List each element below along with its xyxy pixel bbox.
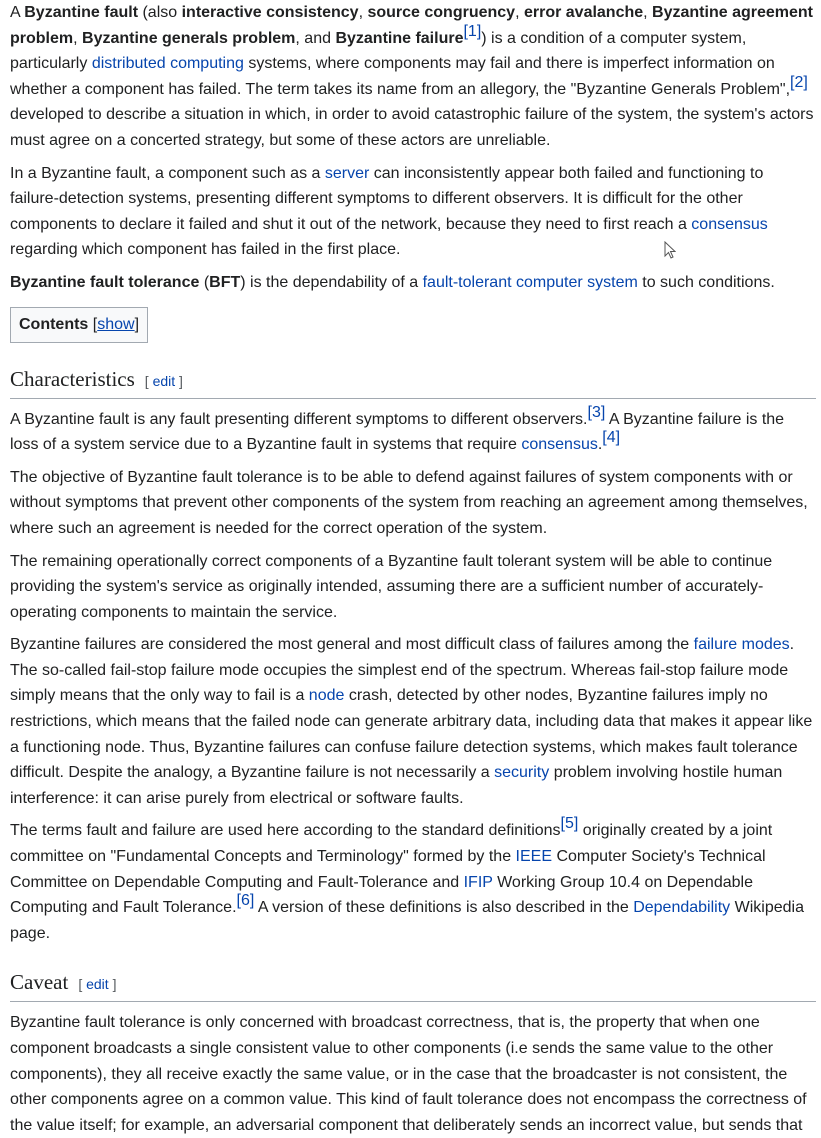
edit-section: [78, 976, 116, 992]
link-node[interactable]: node: [308, 687, 345, 705]
edit-link-caveat[interactable]: edit: [86, 976, 109, 993]
reference-5: [561, 815, 579, 832]
bold-term: Byzantine agreement problem: [10, 4, 813, 47]
text: originally created by a joint committee on "Fundamental Concepts and Terminology" formed by the: [10, 822, 773, 866]
characteristics-paragraph-5: [10, 815, 816, 946]
text: crash, detected by other nodes, Byzantine failures imply no restrictions, which means that the failed node can generate arbitrary data, including data that makes it appear like a functioning node. Thus, Byzantine failures can confuse failure detection systems, which makes fault tolerance difficult. Despite the analogy, a Byzantine failure is not necessarily a: [10, 687, 813, 782]
reference-link-4[interactable]: [4]: [602, 429, 621, 447]
text: Working Group 10.4 on Dependable Computing and Fault Tolerance.: [10, 873, 753, 917]
text: developed to describe a situation in which, in order to avoid catastrophic failure of the system, the system's actors must agree on a concerted strategy, but some of these actors are unreliable.: [10, 106, 814, 149]
characteristics-paragraph-1: [10, 403, 816, 458]
edit-link-characteristics[interactable]: edit: [152, 372, 176, 389]
bracket: ]: [179, 372, 183, 389]
bold-term: Byzantine fault tolerance: [10, 273, 200, 291]
intro-paragraph-3: [10, 270, 816, 296]
text: to such conditions.: [637, 273, 775, 291]
text: ,: [358, 4, 368, 21]
reference-3: [588, 404, 606, 421]
section-title: Caveat: [10, 970, 69, 995]
text: ) is a condition of a computer system, particularly: [10, 29, 747, 73]
text: (also: [138, 4, 182, 21]
text: , and: [295, 29, 336, 47]
characteristics-paragraph-2: The objective of Byzantine fault tolerance is to be able to defend against failures of system components with or without symptoms that prevent other components of the system from reaching an agreement among themselves, where such an agreement is needed for the correct operation of the system.: [10, 468, 808, 537]
text: In a Byzantine fault, a component such as a: [10, 164, 325, 182]
link-ieee[interactable]: IEEE: [515, 848, 553, 866]
text: problem involving hostile human interference: it can arise purely from electrical or software faults.: [10, 764, 783, 807]
intro-paragraph-2: [10, 161, 816, 263]
bracket: [: [144, 372, 149, 389]
bracket: ]: [112, 976, 117, 993]
characteristics-paragraph-3: The remaining operationally correct components of a Byzantine fault tolerant system will be able to continue providing the system's service as originally intended, assuming there are a sufficient number of accurately-operating components to maintain the service.: [10, 552, 773, 621]
link-fault-tolerant-computer-system[interactable]: fault-tolerant computer system: [422, 273, 638, 291]
text: A Byzantine failure is the loss of a system service due to a Byzantine fault in systems that require: [10, 410, 785, 454]
text: ) is the dependability of a: [240, 273, 423, 291]
reference-1: [463, 23, 481, 40]
text: (: [199, 273, 210, 291]
link-server[interactable]: server: [324, 164, 370, 182]
table-of-contents: [10, 307, 148, 343]
reference-link-5[interactable]: [5]: [560, 815, 579, 833]
text: A version of these definitions is also described in the: [254, 899, 634, 917]
link-ifip[interactable]: IFIP: [463, 873, 493, 891]
edit-section: [145, 373, 183, 389]
text: Computer Society's Technical Committee on Dependable Computing and Fault-Tolerance and: [10, 848, 766, 891]
intro-paragraph-1: [10, 0, 816, 154]
link-dependability[interactable]: Dependability: [633, 899, 731, 917]
bold-term: interactive consistency: [181, 4, 359, 21]
mouse-pointer-icon: [664, 241, 676, 259]
link-consensus[interactable]: consensus: [691, 215, 768, 233]
reference-link-6[interactable]: [6]: [236, 892, 255, 910]
reference-link-3[interactable]: [3]: [587, 403, 606, 421]
bracket: ]: [134, 315, 140, 333]
reference-2: [790, 74, 808, 91]
section-heading-characteristics: [10, 365, 816, 399]
reference-link-1[interactable]: [1]: [463, 22, 482, 40]
text: A: [10, 4, 25, 21]
bold-term: Byzantine failure: [335, 29, 464, 47]
link-distributed-computing[interactable]: distributed computing: [91, 55, 244, 73]
bold-term: Byzantine fault: [24, 4, 139, 21]
toc-toggle: [93, 316, 139, 333]
text: ,: [515, 4, 524, 21]
toc-title: Contents: [19, 315, 89, 333]
reference-4: [602, 429, 620, 446]
bold-term: BFT: [209, 273, 241, 291]
link-consensus[interactable]: consensus: [521, 436, 598, 454]
bracket: [: [92, 315, 98, 333]
link-security[interactable]: security: [494, 764, 550, 782]
bold-term: error avalanche: [523, 4, 644, 21]
text: Wikipedia page.: [10, 899, 804, 942]
text: The terms fault and failure are used here according to the standard definitions: [10, 822, 561, 840]
text: ,: [73, 29, 83, 47]
section-title: Characteristics: [10, 366, 135, 391]
bracket: [: [78, 976, 83, 993]
text: systems, where components may fail and there is imperfect information on whether a component has failed. The term takes its name from an allegory, the "Byzantine Generals Problem",: [10, 55, 791, 98]
text: ,: [643, 4, 653, 21]
characteristics-paragraph-4: [10, 632, 816, 811]
reference-link-2[interactable]: [2]: [790, 73, 808, 91]
text: can inconsistently appear both failed and functioning to failure-detection systems, presenting different symptoms to different observers. It is difficult for the other components to declare it failed and shut it out of the network, because they need to first reach a: [10, 164, 764, 233]
section-heading-caveat: [10, 968, 816, 1002]
text: . The so-called fail-stop failure mode occupies the simplest end of the spectrum. Whereas fail-stop failure mode simply means that the only way to fail is a: [10, 636, 795, 705]
reference-6: [237, 892, 255, 909]
text: Byzantine failures are considered the most general and most difficult class of failures among the: [10, 636, 694, 654]
bold-term: source congruency: [367, 4, 516, 21]
toc-show-link[interactable]: show: [97, 315, 135, 333]
text: A Byzantine fault is any fault presenting different symptoms to different observers.: [10, 410, 588, 428]
text: regarding which component has failed in the first place.: [10, 241, 401, 259]
bold-term: Byzantine generals problem: [82, 29, 296, 47]
link-failure-modes[interactable]: failure modes: [693, 636, 790, 654]
caveat-paragraph-1: Byzantine fault tolerance is only concerned with broadcast correctness, that is, the property that when one component broadcasts a single consistent value to other components (i.e sends the same value to the other components), they all receive exactly the same value, or in the case that the broadcaster is not consistent, the other components agree on a common value. This kind of fault tolerance does not encompass the correctness of the value itself; for example, an adversarial component that deliberately sends an incorrect value, but sends that: [10, 1014, 807, 1134]
text: .: [597, 436, 603, 454]
